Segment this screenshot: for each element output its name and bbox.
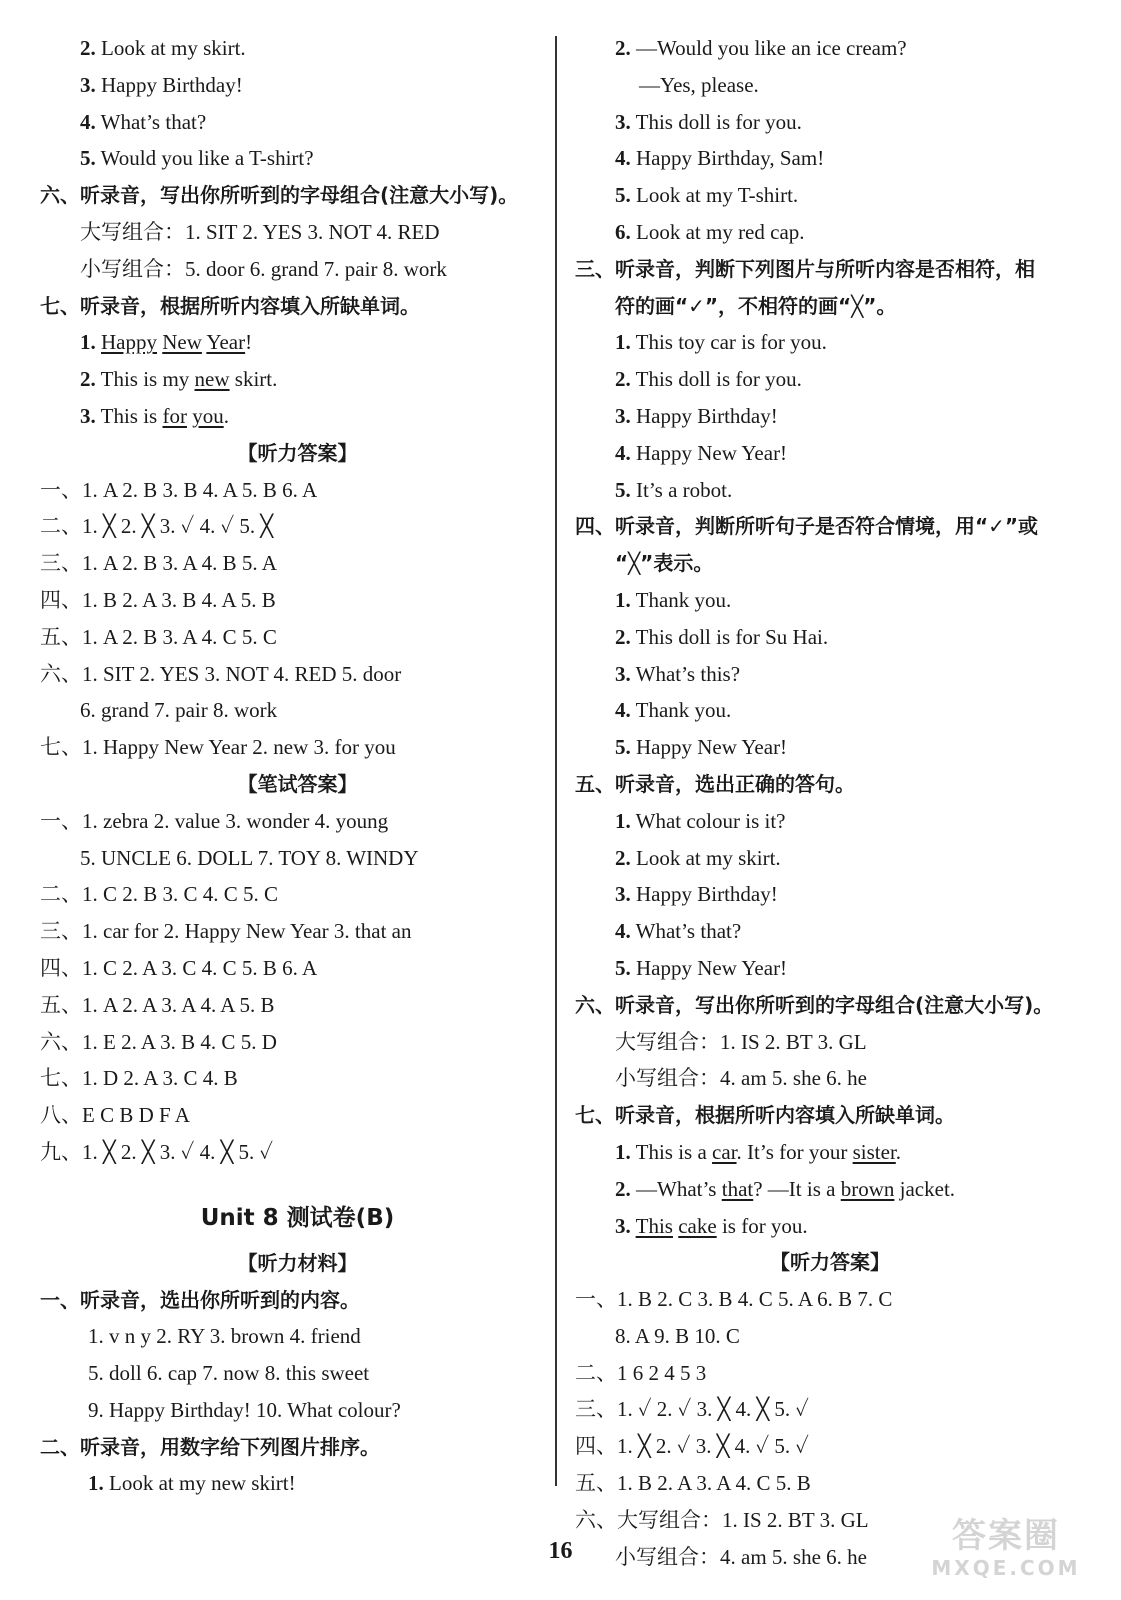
- line-text: 8. A 9. B 10. C: [615, 1323, 740, 1348]
- text-line: [40, 508, 555, 545]
- line-text: Look at my T-shirt.: [630, 183, 799, 208]
- text-line: [40, 582, 555, 619]
- text-line: [40, 324, 555, 361]
- text-line: [575, 214, 1085, 251]
- item-number: 2.: [615, 36, 631, 60]
- item-number: 1.: [615, 330, 631, 355]
- line-text: Happy New Year!: [630, 735, 788, 760]
- line-text: This is: [95, 403, 163, 428]
- line-text: 二、1. ╳ 2. ╳ 3. ✓ 4. ✓ 5. ╳: [40, 514, 274, 539]
- line-text: . It’s for your: [736, 1139, 853, 1164]
- item-number: 4.: [615, 440, 631, 465]
- text-line: [40, 104, 555, 141]
- text-line: [575, 1024, 1085, 1061]
- line-text: 三、1. ✓ 2. ✓ 3. ╳ 4. ╳ 5. ✓: [575, 1397, 809, 1422]
- answer-heading: 【笔试答案】: [237, 771, 358, 796]
- text-line: [40, 729, 555, 766]
- text-line: [575, 1134, 1085, 1171]
- text-line: [40, 913, 555, 950]
- text-line: [575, 67, 1085, 104]
- section-title: Unit 8 测试卷(B): [200, 1204, 395, 1231]
- question-heading: 五、听录音，选出正确的答句。: [575, 771, 855, 796]
- line-text: Would you like a T-shirt?: [95, 146, 314, 171]
- line-text: Happy Birthday, Sam!: [630, 146, 825, 171]
- line-text: 大写组合：1. SIT 2. YES 3. NOT 4. RED: [80, 219, 440, 244]
- question-heading: 六、听录音，写出你所听到的字母组合(注意大小写)。: [40, 183, 519, 208]
- text-line: [575, 324, 1085, 361]
- item-number: 1.: [88, 1471, 104, 1496]
- filled-blank: brown: [840, 1176, 895, 1201]
- text-line: [40, 840, 555, 877]
- line-text: !: [245, 330, 253, 355]
- line-text: .: [223, 403, 229, 428]
- text-line: [40, 545, 555, 582]
- filled-blank: that: [721, 1176, 754, 1201]
- line-text: .: [895, 1139, 902, 1164]
- text-line: [575, 1060, 1085, 1097]
- text-line: [575, 30, 1085, 67]
- item-number: 3.: [615, 882, 631, 907]
- question-heading: 三、听录音，判断下列图片与所听内容是否相符，相: [575, 256, 1035, 281]
- answer-heading: 【听力材料】: [237, 1250, 358, 1275]
- item-number: 3.: [615, 661, 631, 686]
- question-heading: 七、听录音，根据所听内容填入所缺单词。: [40, 293, 420, 318]
- line-text: This doll is for you.: [630, 367, 802, 392]
- line-text: 五、1. A 2. B 3. A 4. C 5. C: [40, 624, 277, 649]
- line-text: 四、1. B 2. A 3. B 4. A 5. B: [40, 587, 276, 612]
- line-text: 九、1. ╳ 2. ╳ 3. ✓ 4. ╳ 5. ✓: [40, 1139, 274, 1164]
- question-heading: 七、听录音，根据所听内容填入所缺单词。: [575, 1103, 955, 1128]
- left-column: [40, 30, 555, 1502]
- text-line: [40, 214, 555, 251]
- line-text: What’s that?: [95, 109, 207, 134]
- item-number: 2.: [80, 367, 96, 392]
- watermark-text-top: 答案圈: [952, 1516, 1060, 1556]
- text-line: [575, 950, 1085, 987]
- filled-blank: cake: [678, 1213, 717, 1238]
- line-text: 三、1. A 2. B 3. A 4. B 5. A: [40, 551, 277, 576]
- text-line: [575, 1355, 1085, 1392]
- text-line: [40, 803, 555, 840]
- line-text: 八、E C B D F A: [40, 1103, 190, 1128]
- question-heading: 符的画“✓”，不相符的画“╳”。: [615, 293, 897, 318]
- line-text: 一、1. A 2. B 3. B 4. A 5. B 6. A: [40, 477, 318, 502]
- line-text: This doll is for Su Hai.: [630, 624, 829, 649]
- line-text: 五、1. A 2. A 3. A 4. A 5. B: [40, 992, 275, 1017]
- item-number: 1.: [615, 587, 631, 612]
- filled-blank: New: [162, 330, 202, 355]
- text-line: [575, 1171, 1085, 1208]
- line-text: 六、1. E 2. A 3. B 4. C 5. D: [40, 1029, 277, 1054]
- text-line: [575, 398, 1085, 435]
- line-text: What’s this?: [630, 661, 741, 686]
- line-text: 一、1. zebra 2. value 3. wonder 4. young: [40, 808, 389, 833]
- line-text: 二、1. C 2. B 3. C 4. C 5. C: [40, 882, 279, 907]
- line-text: skirt.: [229, 367, 278, 392]
- item-number: 2.: [615, 845, 631, 870]
- text-line: [575, 582, 1085, 619]
- line-text: It’s a robot.: [630, 477, 733, 502]
- line-text: jacket.: [894, 1176, 956, 1201]
- text-line: [40, 1465, 555, 1502]
- item-number: 2.: [615, 367, 631, 392]
- text-line: [575, 656, 1085, 693]
- line-text: 七、1. D 2. A 3. C 4. B: [40, 1066, 238, 1091]
- filled-blank: you: [192, 403, 224, 428]
- right-column: [575, 30, 1085, 1575]
- line-text: —Yes, please.: [639, 72, 759, 97]
- item-number: 2.: [615, 624, 631, 649]
- line-text: 1. v n y 2. RY 3. brown 4. friend: [88, 1324, 361, 1349]
- text-line: [575, 913, 1085, 950]
- line-text: 四、1. ╳ 2. ✓ 3. ╳ 4. ✓ 5. ✓: [575, 1434, 809, 1459]
- text-line: [575, 361, 1085, 398]
- spacer: [40, 1171, 555, 1191]
- text-line: [575, 104, 1085, 141]
- filled-blank: Happy: [101, 330, 157, 355]
- watermark-logo: [921, 1516, 1091, 1586]
- line-text: Happy Birthday!: [630, 403, 778, 428]
- line-text: Look at my red cap.: [630, 219, 805, 244]
- text-line: [575, 692, 1085, 729]
- text-line: [40, 656, 555, 693]
- line-text: 9. Happy Birthday! 10. What colour?: [88, 1397, 401, 1422]
- text-line: [575, 1281, 1085, 1318]
- text-line: [575, 1318, 1085, 1355]
- text-line: [40, 30, 555, 67]
- line-text: 小写组合：4. am 5. she 6. he: [615, 1066, 867, 1091]
- watermark-text-bottom: MXQE.COM: [931, 1556, 1081, 1580]
- text-line: [40, 1392, 555, 1429]
- answer-heading: 【听力答案】: [770, 1250, 890, 1275]
- text-line: [40, 1097, 555, 1134]
- line-text: Look at my new skirt!: [103, 1471, 296, 1496]
- text-line: [40, 950, 555, 987]
- text-line: [575, 619, 1085, 656]
- item-number: 2.: [80, 36, 96, 60]
- filled-blank: Year: [206, 330, 246, 355]
- text-line: [40, 1024, 555, 1061]
- filled-blank: sister: [852, 1139, 896, 1164]
- item-number: 1.: [615, 1139, 631, 1164]
- line-text: 小写组合：5. door 6. grand 7. pair 8. work: [80, 256, 447, 281]
- item-number: 3.: [80, 72, 96, 97]
- item-number: 3.: [80, 403, 96, 428]
- filled-blank: new: [194, 367, 230, 392]
- text-line: [40, 692, 555, 729]
- line-text: This is a: [630, 1139, 713, 1164]
- line-text: What’s that?: [630, 919, 742, 944]
- text-line: [40, 472, 555, 509]
- item-number: 5.: [80, 146, 96, 171]
- line-text: 小写组合：4. am 5. she 6. he: [615, 1544, 867, 1569]
- item-number: 3.: [615, 1213, 631, 1238]
- filled-blank: for: [162, 403, 187, 428]
- line-text: ? —It is a: [753, 1176, 841, 1201]
- item-number: 5.: [615, 955, 631, 980]
- text-line: [40, 398, 555, 435]
- item-number: 5.: [615, 183, 631, 208]
- text-line: [40, 1060, 555, 1097]
- line-text: 七、1. Happy New Year 2. new 3. for you: [40, 735, 396, 760]
- line-text: Thank you.: [630, 587, 732, 612]
- item-number: 1.: [80, 330, 96, 355]
- item-number: 4.: [615, 919, 631, 944]
- line-text: 六、大写组合：1. IS 2. BT 3. GL: [575, 1507, 869, 1532]
- line-text: Happy Birthday!: [95, 72, 243, 97]
- item-number: 3.: [615, 403, 631, 428]
- line-text: Happy Birthday!: [630, 882, 778, 907]
- text-line: [40, 361, 555, 398]
- text-line: [40, 619, 555, 656]
- item-number: 4.: [615, 146, 631, 171]
- question-heading: 一、听录音，选出你所听到的内容。: [40, 1287, 360, 1312]
- text-line: [40, 251, 555, 288]
- text-line: [40, 1134, 555, 1171]
- text-line: [575, 435, 1085, 472]
- answer-heading: 【听力答案】: [237, 440, 358, 465]
- text-line: [575, 729, 1085, 766]
- item-number: 5.: [615, 735, 631, 760]
- line-text: What colour is it?: [630, 808, 786, 833]
- filled-blank: car: [712, 1139, 737, 1164]
- line-text: Look at my skirt.: [95, 36, 246, 60]
- line-text: 四、1. C 2. A 3. C 4. C 5. B 6. A: [40, 955, 318, 980]
- question-heading: “╳”表示。: [615, 551, 714, 576]
- item-number: 2.: [615, 1176, 631, 1201]
- line-text: Thank you.: [630, 698, 732, 723]
- line-text: 大写组合：1. IS 2. BT 3. GL: [615, 1029, 867, 1054]
- line-text: This doll is for you.: [630, 109, 802, 134]
- text-line: [575, 1391, 1085, 1428]
- text-line: [40, 67, 555, 104]
- text-line: [575, 140, 1085, 177]
- line-text: This toy car is for you.: [630, 330, 827, 355]
- column-divider: [555, 36, 557, 1486]
- line-text: This is my: [95, 367, 195, 392]
- question-heading: 四、听录音，判断所听句子是否符合情境，用“✓”或: [575, 514, 1039, 539]
- item-number: 4.: [80, 109, 96, 134]
- item-number: 5.: [615, 477, 631, 502]
- line-text: Look at my skirt.: [630, 845, 781, 870]
- line-text: 一、1. B 2. C 3. B 4. C 5. A 6. B 7. C: [575, 1287, 893, 1312]
- text-line: [575, 177, 1085, 214]
- text-line: [575, 1208, 1085, 1245]
- filled-blank: This: [635, 1213, 673, 1238]
- line-text: 二、1 6 2 4 5 3: [575, 1360, 707, 1385]
- line-text: —Would you like an ice cream?: [630, 36, 907, 60]
- page-number: 16: [548, 1538, 573, 1564]
- question-heading: 六、听录音，写出你所听到的字母组合(注意大小写)。: [575, 992, 1054, 1017]
- text-line: [575, 1465, 1085, 1502]
- line-text: —What’s: [630, 1176, 722, 1201]
- text-line: [40, 1318, 555, 1355]
- item-number: 4.: [615, 698, 631, 723]
- text-line: [40, 1355, 555, 1392]
- text-line: [575, 803, 1085, 840]
- text-line: [40, 987, 555, 1024]
- text-line: [575, 472, 1085, 509]
- text-line: [40, 876, 555, 913]
- text-line: [575, 1428, 1085, 1465]
- line-text: 六、1. SIT 2. YES 3. NOT 4. RED 5. door: [40, 661, 402, 686]
- line-text: 5. UNCLE 6. DOLL 7. TOY 8. WINDY: [80, 845, 419, 870]
- item-number: 3.: [615, 109, 631, 134]
- line-text: 6. grand 7. pair 8. work: [80, 698, 278, 723]
- question-heading: 二、听录音，用数字给下列图片排序。: [40, 1434, 380, 1459]
- line-text: 三、1. car for 2. Happy New Year 3. that an: [40, 919, 412, 944]
- line-text: Happy New Year!: [630, 440, 788, 465]
- text-line: [575, 840, 1085, 877]
- line-text: 五、1. B 2. A 3. A 4. C 5. B: [575, 1471, 811, 1496]
- text-line: [575, 876, 1085, 913]
- line-text: 5. doll 6. cap 7. now 8. this sweet: [88, 1361, 370, 1386]
- line-text: Happy New Year!: [630, 955, 788, 980]
- item-number: 1.: [615, 808, 631, 833]
- item-number: 6.: [615, 219, 631, 244]
- line-text: is for you.: [716, 1213, 808, 1238]
- text-line: [40, 140, 555, 177]
